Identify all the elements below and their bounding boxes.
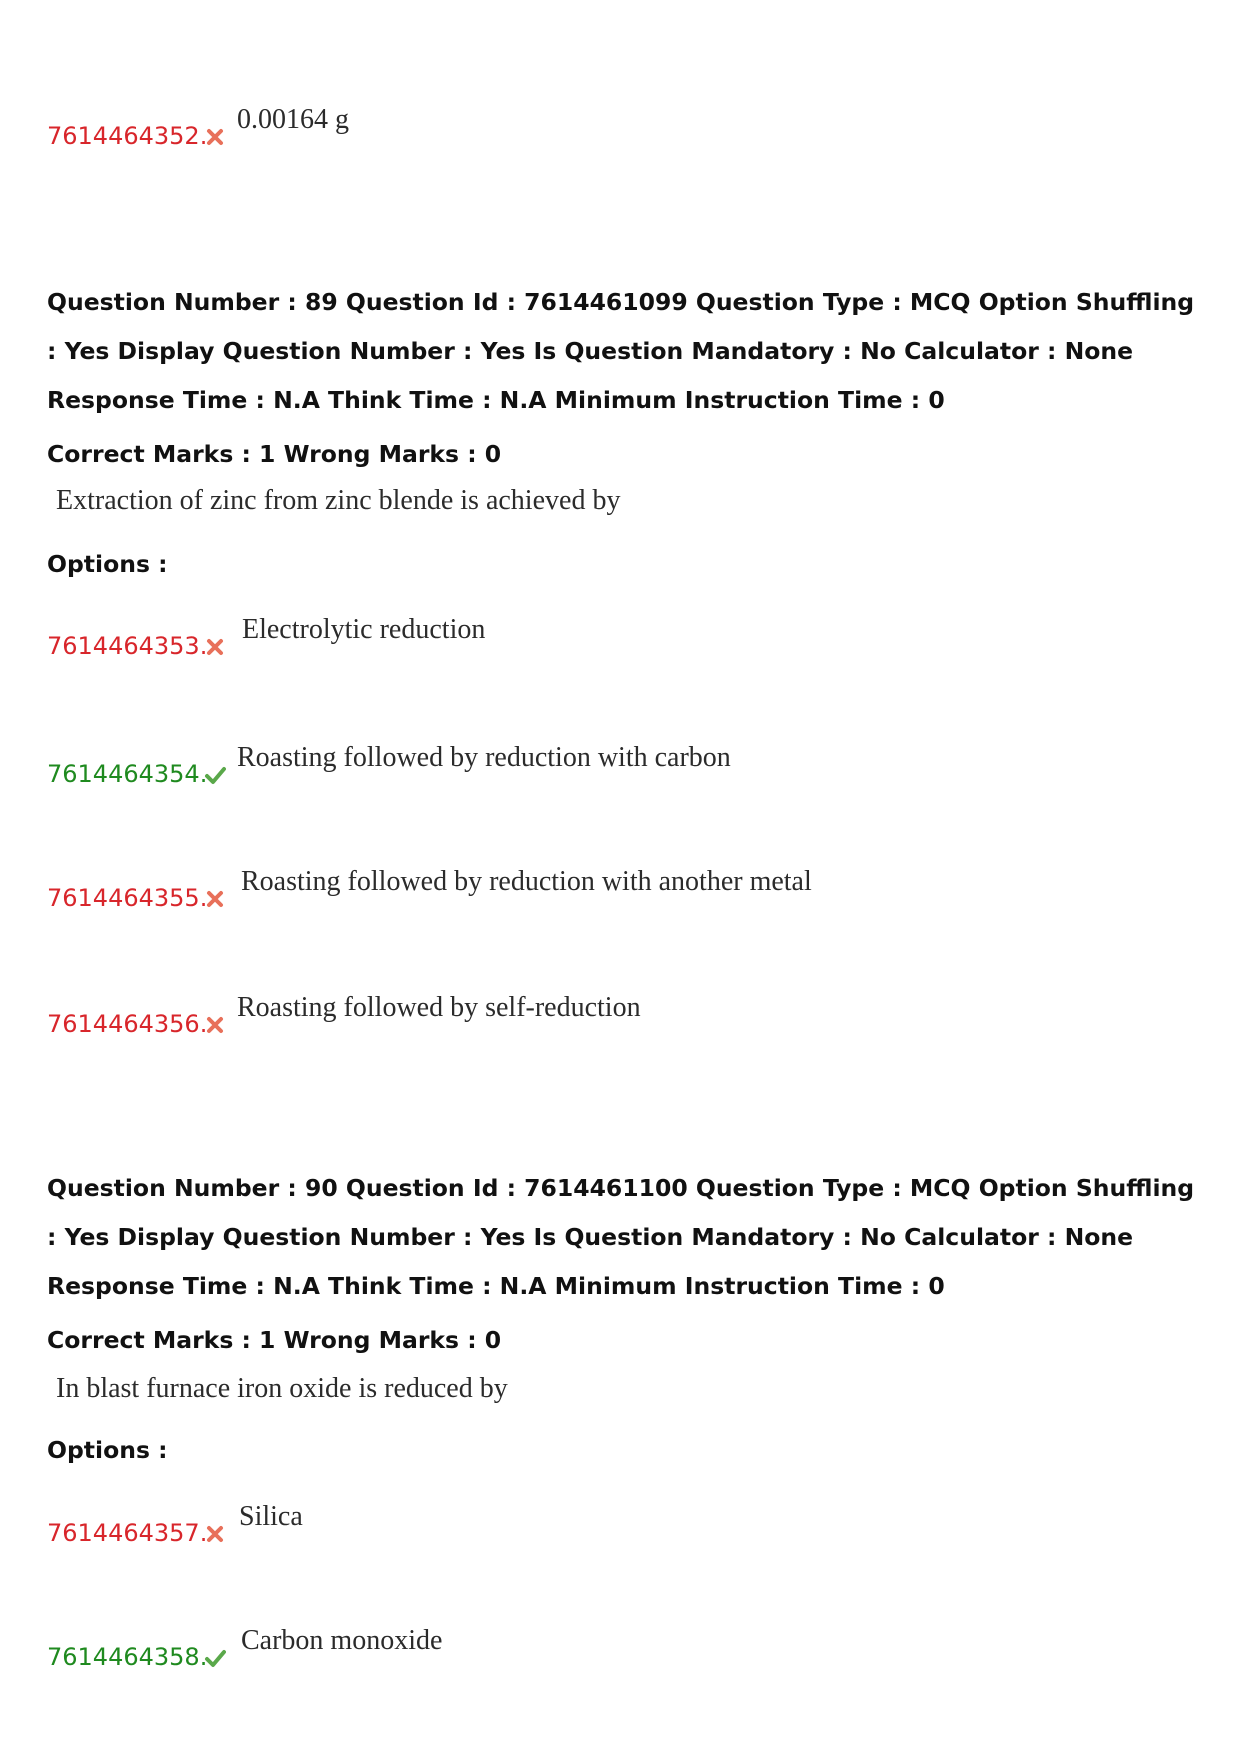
- option-text: Carbon monoxide: [241, 1625, 443, 1656]
- option-id: 7614464357.: [47, 1519, 208, 1547]
- option-id: 7614464355.: [47, 884, 208, 912]
- cross-mark-icon: [204, 888, 226, 910]
- check-mark-icon: [204, 764, 226, 786]
- option-text: Electrolytic reduction: [242, 614, 486, 645]
- option-text: Silica: [239, 1501, 303, 1532]
- option-row: [47, 100, 1197, 150]
- options-label: Options :: [47, 1436, 168, 1464]
- option-id: 7614464352.: [47, 122, 208, 150]
- cross-mark-icon: [204, 636, 226, 658]
- option-row: [47, 862, 1197, 912]
- option-row: [47, 1497, 1197, 1547]
- option-text: Roasting followed by reduction with carbon: [237, 742, 731, 773]
- option-text: 0.00164 g: [237, 104, 349, 135]
- cross-mark-icon: [204, 126, 226, 148]
- question-text: In blast furnace iron oxide is reduced by: [56, 1373, 508, 1404]
- question-meta: Question Number : 90 Question Id : 7614461100 Question Type : MCQ Option Shuffling : Yes Display Question Number : Yes Is Question Mandatory : No Calculator : None Response Time : N.A Think Time : N.A Minimum Instruction Time : 0: [47, 1174, 1195, 1300]
- check-mark-icon: [204, 1647, 226, 1669]
- options-label: Options :: [47, 550, 168, 578]
- option-row: [47, 988, 1197, 1038]
- option-id: 7614464353.: [47, 632, 208, 660]
- question-marks: Correct Marks : 1 Wrong Marks : 0: [47, 1326, 502, 1354]
- option-id: 7614464354.: [47, 760, 208, 788]
- option-id: 7614464356.: [47, 1010, 208, 1038]
- option-text: Roasting followed by self-reduction: [237, 992, 641, 1023]
- option-row: [47, 1621, 1197, 1671]
- option-text: Roasting followed by reduction with another metal: [241, 866, 812, 897]
- cross-mark-icon: [204, 1014, 226, 1036]
- option-row: [47, 610, 1197, 660]
- cross-mark-icon: [204, 1523, 226, 1545]
- question-text: Extraction of zinc from zinc blende is achieved by: [56, 485, 621, 516]
- option-id: 7614464358.: [47, 1643, 208, 1671]
- question-meta: Question Number : 89 Question Id : 7614461099 Question Type : MCQ Option Shuffling : Yes Display Question Number : Yes Is Question Mandatory : No Calculator : None Response Time : N.A Think Time : N.A Minimum Instruction Time : 0: [47, 288, 1195, 414]
- question-marks: Correct Marks : 1 Wrong Marks : 0: [47, 440, 502, 468]
- option-row: [47, 738, 1197, 788]
